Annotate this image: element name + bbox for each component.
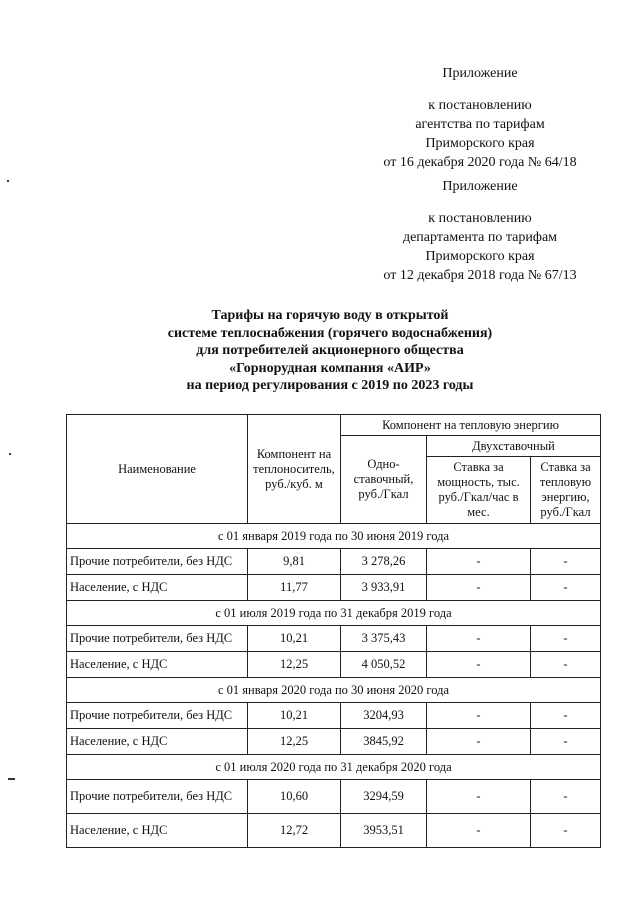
- row-name: Население, с НДС: [67, 575, 248, 601]
- tariff-table: [66, 414, 601, 848]
- title-line: Тарифы на горячую воду в открытой: [211, 308, 449, 323]
- energy-rate-value: -: [531, 626, 601, 652]
- single-rate-value: 3294,59: [341, 780, 427, 814]
- single-rate-value: 4 050,52: [341, 652, 427, 678]
- period-label: с 01 июля 2020 года по 31 декабря 2020 года: [67, 755, 601, 780]
- energy-rate-value: -: [531, 780, 601, 814]
- appendix-line: к постановлению: [428, 211, 532, 226]
- capacity-rate-value: -: [427, 652, 531, 678]
- period-label: с 01 июля 2019 года по 31 декабря 2019 года: [67, 601, 601, 626]
- capacity-rate-value: -: [427, 575, 531, 601]
- table-row: [67, 780, 601, 814]
- table-row: [67, 814, 601, 848]
- single-rate-value: 3845,92: [341, 729, 427, 755]
- period-label: с 01 января 2019 года по 30 июня 2019 года: [67, 524, 601, 549]
- carrier-value: 10,60: [248, 780, 341, 814]
- carrier-value: 12,25: [248, 729, 341, 755]
- appendix-line: департамента по тарифам: [402, 230, 558, 245]
- table-row: [67, 652, 601, 678]
- appendix-line: к постановлению: [428, 98, 532, 113]
- table-row: [67, 549, 601, 575]
- row-name: Население, с НДС: [67, 814, 248, 848]
- single-rate-value: 3 933,91: [341, 575, 427, 601]
- carrier-value: 10,21: [248, 703, 341, 729]
- appendix-block-agency: [360, 64, 600, 172]
- scan-speck: [7, 180, 9, 182]
- carrier-value: 11,77: [248, 575, 341, 601]
- scan-speck: [8, 778, 15, 780]
- energy-rate-value: -: [531, 575, 601, 601]
- energy-rate-value: -: [531, 814, 601, 848]
- table-row: [67, 575, 601, 601]
- row-name: Прочие потребители, без НДС: [67, 780, 248, 814]
- header-name: Наименование: [67, 415, 248, 524]
- title-line: для потребителей акционерного общества: [196, 343, 464, 358]
- appendix-heading: Приложение: [442, 66, 518, 81]
- carrier-value: 10,21: [248, 626, 341, 652]
- title-line: на период регулирования с 2019 по 2023 годы: [186, 378, 474, 393]
- table-row: [67, 626, 601, 652]
- row-name: Население, с НДС: [67, 652, 248, 678]
- appendix-line: агентства по тарифам: [415, 117, 545, 132]
- energy-rate-value: -: [531, 703, 601, 729]
- document-title: [120, 307, 540, 395]
- appendix-block-department: [360, 177, 600, 285]
- carrier-value: 12,25: [248, 652, 341, 678]
- energy-rate-value: -: [531, 652, 601, 678]
- single-rate-value: 3953,51: [341, 814, 427, 848]
- title-line: системе теплоснабжения (горячего водоснабжения): [167, 325, 493, 341]
- single-rate-value: 3 278,26: [341, 549, 427, 575]
- scan-speck: [9, 453, 11, 455]
- header-carrier-component: Компонент на теплоноситель, руб./куб. м: [248, 415, 341, 524]
- period-label: с 01 января 2020 года по 30 июня 2020 года: [67, 678, 601, 703]
- appendix-line: от 12 декабря 2018 года № 67/13: [383, 268, 577, 283]
- carrier-value: 9,81: [248, 549, 341, 575]
- carrier-value: 12,72: [248, 814, 341, 848]
- capacity-rate-value: -: [427, 814, 531, 848]
- capacity-rate-value: -: [427, 780, 531, 814]
- appendix-line: от 16 декабря 2020 года № 64/18: [383, 155, 577, 170]
- single-rate-value: 3 375,43: [341, 626, 427, 652]
- row-name: Прочие потребители, без НДС: [67, 626, 248, 652]
- appendix-line: Приморского края: [425, 136, 535, 151]
- header-energy-rate: Ставка за тепловую энергию, руб./Гкал: [531, 457, 601, 524]
- energy-rate-value: -: [531, 549, 601, 575]
- capacity-rate-value: -: [427, 729, 531, 755]
- appendix-heading: Приложение: [442, 179, 518, 194]
- capacity-rate-value: -: [427, 549, 531, 575]
- row-name: Прочие потребители, без НДС: [67, 549, 248, 575]
- row-name: Население, с НДС: [67, 729, 248, 755]
- title-line: «Горнорудная компания «АИР»: [229, 360, 431, 376]
- header-heat-component: Компонент на тепловую энергию: [341, 415, 601, 436]
- capacity-rate-value: -: [427, 626, 531, 652]
- table-row: [67, 703, 601, 729]
- row-name: Прочие потребители, без НДС: [67, 703, 248, 729]
- capacity-rate-value: -: [427, 703, 531, 729]
- header-single-rate: Одно-ставочный, руб./Гкал: [341, 436, 427, 524]
- header-capacity-rate: Ставка за мощность, тыс. руб./Гкал/час в мес.: [427, 457, 531, 524]
- energy-rate-value: -: [531, 729, 601, 755]
- appendix-line: Приморского края: [425, 249, 535, 264]
- table-row: [67, 729, 601, 755]
- single-rate-value: 3204,93: [341, 703, 427, 729]
- header-two-rate: Двухставочный: [427, 436, 601, 457]
